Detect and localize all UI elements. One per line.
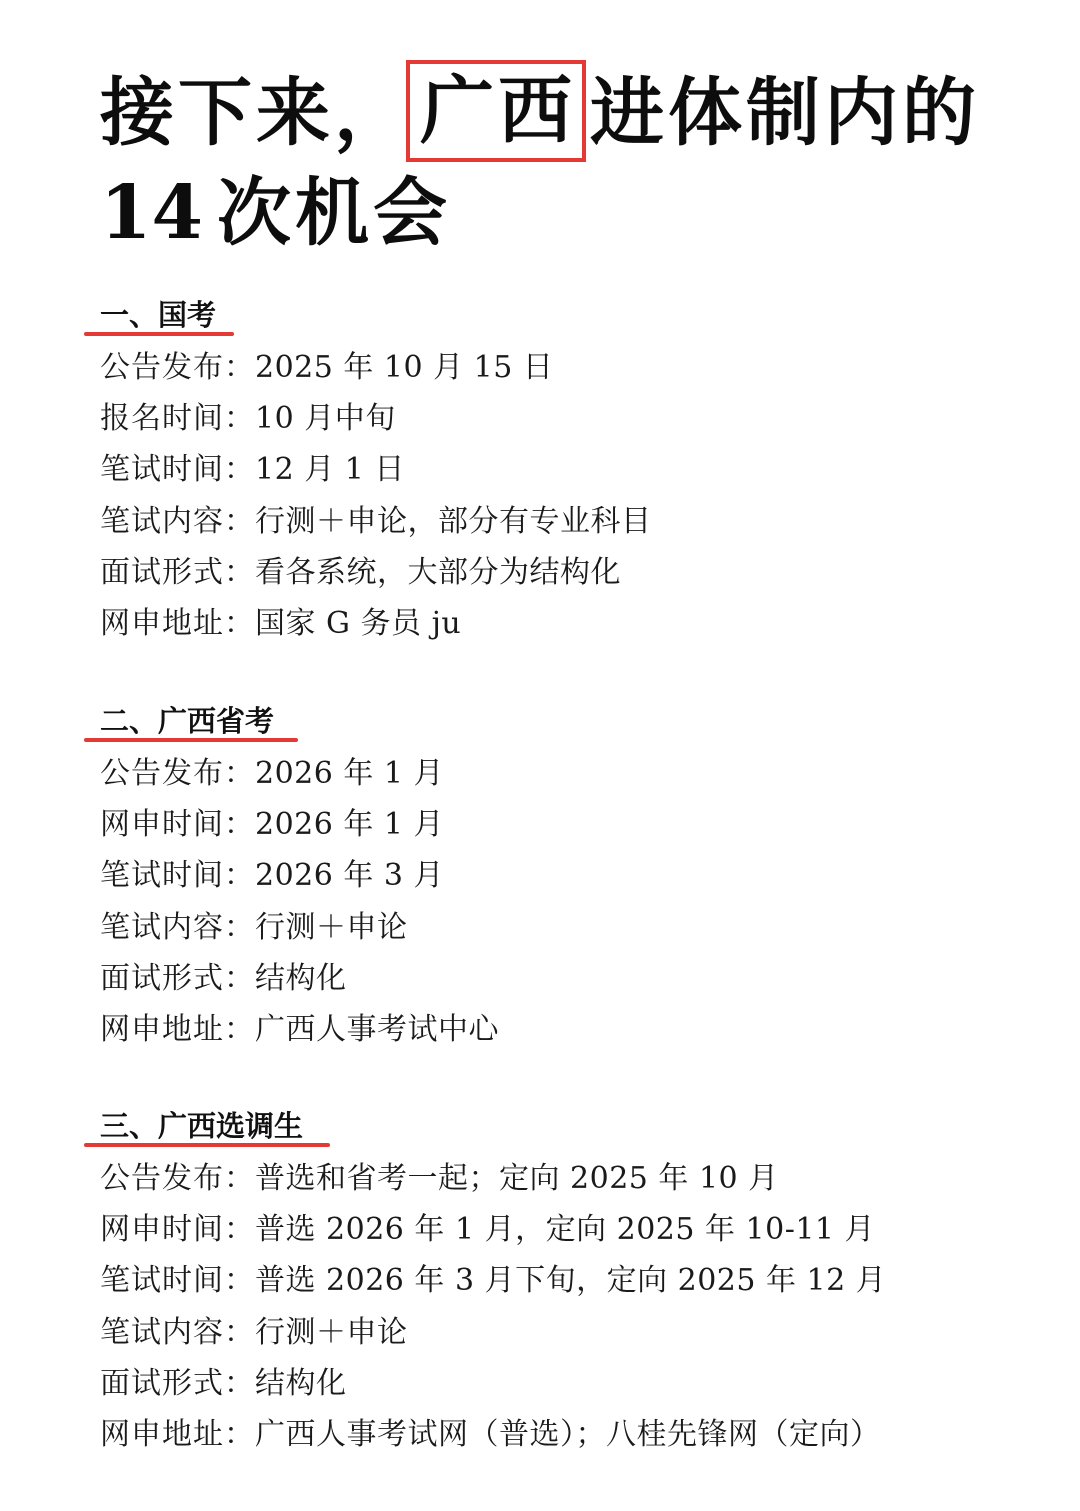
info-row-exam-time bbox=[100, 850, 1000, 901]
row-label: 网申时间： bbox=[100, 1212, 255, 1248]
row-label: 报名时间： bbox=[100, 401, 255, 437]
row-label: 笔试内容： bbox=[100, 1314, 255, 1350]
row-value: 行测＋申论 bbox=[255, 909, 408, 945]
row-label: 笔试内容： bbox=[100, 909, 255, 945]
row-label: 公告发布： bbox=[100, 350, 255, 385]
title-prefix: 接下来， bbox=[100, 70, 412, 156]
info-row-website bbox=[100, 1409, 1000, 1460]
row-value: 普选 2026 年 1 月，定向 2025 年 10-11 月 bbox=[255, 1212, 876, 1248]
section-guokao bbox=[100, 294, 1000, 649]
row-value: 普选和省考一起；定向 2025 年 10 月 bbox=[255, 1161, 779, 1196]
title-line2-text: 次机会 bbox=[216, 170, 451, 256]
section-guangxi-xuandiao bbox=[100, 1105, 1000, 1460]
row-label: 面试形式： bbox=[100, 554, 255, 590]
section-heading bbox=[100, 1105, 1000, 1151]
info-row-website bbox=[100, 598, 1000, 649]
section-heading-text: 二、广西省考 bbox=[100, 704, 275, 738]
section-heading-underline bbox=[84, 738, 298, 742]
title-line-1 bbox=[100, 62, 1000, 164]
info-row-registration bbox=[100, 799, 1000, 850]
row-value: 行测＋申论 bbox=[255, 1314, 408, 1350]
row-value: 国家 G 务员 ju bbox=[255, 605, 462, 641]
row-label: 笔试时间： bbox=[100, 858, 255, 894]
row-value: 结构化 bbox=[255, 1365, 347, 1401]
title-line-2 bbox=[100, 164, 1000, 262]
row-label: 网申地址： bbox=[100, 605, 255, 641]
row-value: 广西人事考试中心 bbox=[255, 1011, 499, 1047]
info-list bbox=[100, 1153, 1000, 1460]
section-heading bbox=[100, 294, 1000, 340]
info-row-registration bbox=[100, 393, 1000, 444]
row-label: 面试形式： bbox=[100, 1365, 255, 1401]
title-highlight-box: 广西 bbox=[406, 60, 586, 162]
row-value: 行测＋申论，部分有专业科目 bbox=[255, 503, 652, 539]
row-label: 网申地址： bbox=[100, 1011, 255, 1047]
row-label: 笔试时间： bbox=[100, 1263, 255, 1299]
row-value: 普选 2026 年 3 月下旬，定向 2025 年 12 月 bbox=[255, 1263, 887, 1299]
row-value: 12 月 1 日 bbox=[255, 452, 405, 488]
row-value: 2026 年 3 月 bbox=[255, 858, 445, 894]
info-row-interview bbox=[100, 547, 1000, 598]
info-row-exam-time bbox=[100, 444, 1000, 495]
info-row-announcement bbox=[100, 342, 1000, 393]
row-label: 笔试内容： bbox=[100, 503, 255, 539]
info-row-announcement bbox=[100, 748, 1000, 799]
info-row-announcement bbox=[100, 1153, 1000, 1204]
info-row-exam-time bbox=[100, 1255, 1000, 1306]
info-list bbox=[100, 748, 1000, 1055]
page-title bbox=[100, 62, 1000, 262]
row-label: 公告发布： bbox=[100, 1161, 255, 1196]
section-heading-underline bbox=[84, 1143, 330, 1147]
row-label: 公告发布： bbox=[100, 756, 255, 791]
row-value: 2026 年 1 月 bbox=[255, 807, 445, 843]
row-label: 面试形式： bbox=[100, 960, 255, 996]
section-heading-text: 一、国考 bbox=[100, 298, 217, 332]
info-row-registration bbox=[100, 1204, 1000, 1255]
info-list bbox=[100, 342, 1000, 649]
row-value: 2026 年 1 月 bbox=[255, 756, 445, 791]
section-heading-underline bbox=[84, 332, 234, 336]
info-row-interview bbox=[100, 953, 1000, 1004]
row-value: 广西人事考试网（普选）；八桂先锋网（定向） bbox=[255, 1416, 881, 1452]
info-row-exam-content bbox=[100, 902, 1000, 953]
row-label: 网申时间： bbox=[100, 807, 255, 843]
title-suffix: 进体制内的 bbox=[590, 70, 980, 156]
row-label: 笔试时间： bbox=[100, 452, 255, 488]
row-value: 看各系统，大部分为结构化 bbox=[255, 554, 621, 590]
title-number: 14 bbox=[100, 170, 203, 256]
info-row-website bbox=[100, 1004, 1000, 1055]
row-value: 结构化 bbox=[255, 960, 347, 996]
row-label: 网申地址： bbox=[100, 1416, 255, 1452]
info-row-interview bbox=[100, 1358, 1000, 1409]
section-heading bbox=[100, 700, 1000, 746]
row-value: 10 月中旬 bbox=[255, 401, 396, 437]
info-row-exam-content bbox=[100, 496, 1000, 547]
info-row-exam-content bbox=[100, 1307, 1000, 1358]
section-guangxi-provincial bbox=[100, 700, 1000, 1055]
row-value: 2025 年 10 月 15 日 bbox=[255, 350, 554, 385]
section-heading-text: 三、广西选调生 bbox=[100, 1109, 304, 1143]
